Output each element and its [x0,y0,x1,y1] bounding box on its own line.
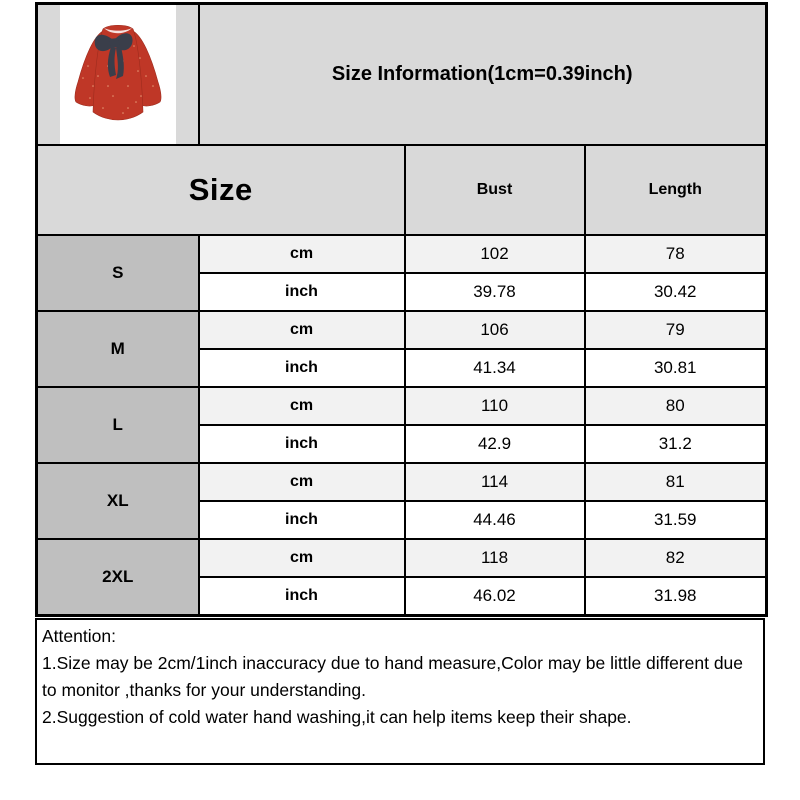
bust-value: 42.9 [405,425,585,463]
bust-value: 102 [405,235,585,273]
red-top-with-bow-illustration [68,16,168,134]
length-column-header: Length [585,145,767,235]
product-image-cell [37,4,199,146]
attention-line-2: 2.Suggestion of cold water hand washing,it can help items keep their shape. [42,707,632,727]
bust-column-header: Bust [405,145,585,235]
unit-label-inch: inch [199,273,405,311]
unit-label-cm: cm [199,311,405,349]
attention-line-1: 1.Size may be 2cm/1inch inaccuracy due to hand measure,Color may be little different due to monitor ,thanks for your understanding. [42,653,744,700]
unit-label-inch: inch [199,577,405,616]
size-label-s: S [37,235,199,311]
bust-value: 114 [405,463,585,501]
unit-label-cm: cm [199,387,405,425]
table-row-xl-cm [37,463,767,501]
size-column-header: Size [37,145,405,235]
length-value: 30.81 [585,349,767,387]
table-row-s-cm [37,235,767,273]
length-value: 31.98 [585,577,767,616]
unit-label-inch: inch [199,501,405,539]
column-header-row [37,145,767,235]
bust-value: 106 [405,311,585,349]
size-label-xl: XL [37,463,199,539]
table-row-m-cm [37,311,767,349]
length-value: 78 [585,235,767,273]
length-value: 81 [585,463,767,501]
size-info-title: Size Information(1cm=0.39inch) [199,4,767,146]
table-row-2xl-cm [37,539,767,577]
unit-label-inch: inch [199,349,405,387]
unit-label-cm: cm [199,539,405,577]
size-chart-sheet [35,2,765,765]
product-photo [60,5,176,144]
bust-value: 110 [405,387,585,425]
table-row-l-cm [37,387,767,425]
bust-value: 46.02 [405,577,585,616]
unit-label-cm: cm [199,235,405,273]
length-value: 82 [585,539,767,577]
bust-value: 39.78 [405,273,585,311]
attention-title: Attention: [42,626,116,646]
size-label-m: M [37,311,199,387]
bust-value: 118 [405,539,585,577]
size-label-l: L [37,387,199,463]
bust-value: 44.46 [405,501,585,539]
length-value: 31.2 [585,425,767,463]
top-header-row [37,4,767,146]
length-value: 30.42 [585,273,767,311]
attention-note [35,618,765,765]
unit-label-cm: cm [199,463,405,501]
size-table [35,2,768,617]
length-value: 31.59 [585,501,767,539]
unit-label-inch: inch [199,425,405,463]
bust-value: 41.34 [405,349,585,387]
length-value: 80 [585,387,767,425]
size-label-2xl: 2XL [37,539,199,616]
length-value: 79 [585,311,767,349]
